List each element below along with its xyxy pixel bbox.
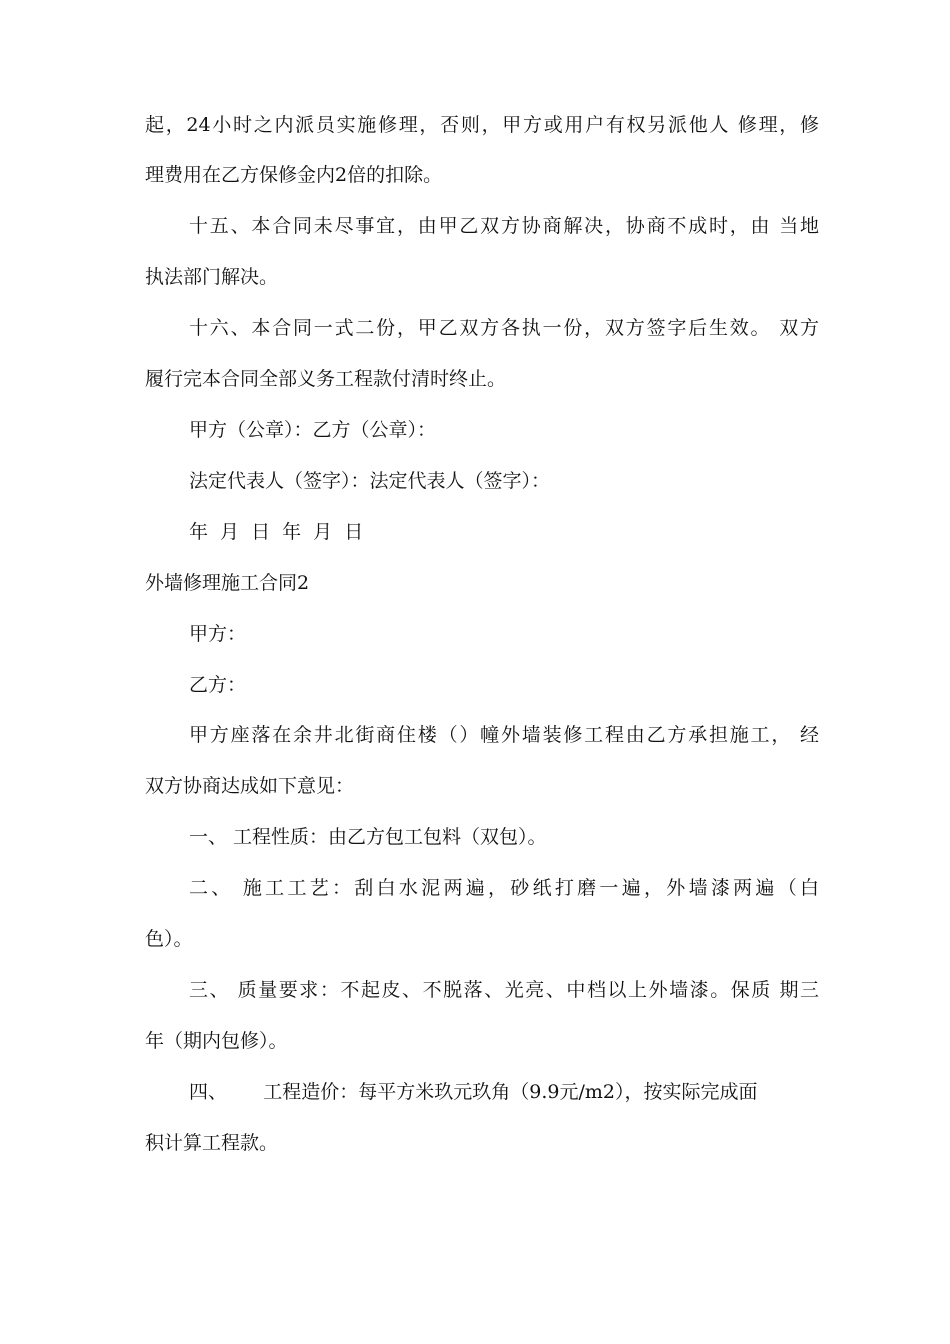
item-4-line-2: 积计算工程款。 bbox=[145, 1132, 279, 1154]
item-4-line-1: 四、 工程造价：每平方米玖元玖角（9.9元/m2），按实际完成面 bbox=[189, 1081, 758, 1103]
preamble-line-2: 双方协商达成如下意见： bbox=[145, 775, 355, 797]
preamble-line-1: 甲方座落在余井北街商住楼（）幢外墙装修工程由乙方承担施工， 经 bbox=[189, 724, 819, 746]
contract-2-title: 外墙修理施工合同2 bbox=[145, 572, 310, 594]
item-3-line-1: 三、 质量要求：不起皮、不脱落、光亮、中档以上外墙漆。保质 期三 bbox=[189, 979, 819, 1001]
seal-line: 甲方（公章）：乙方（公章）： bbox=[189, 419, 437, 441]
clause-14-line-2: 理费用在乙方保修金内2倍的扣除。 bbox=[145, 164, 443, 186]
item-3-line-2: 年（期内包修）。 bbox=[145, 1030, 288, 1052]
clause-15-line-1: 十五、本合同未尽事宜，由甲乙双方协商解决，协商不成时，由 当地 bbox=[189, 215, 819, 237]
clause-16-line-2: 履行完本合同全部义务工程款付清时终止。 bbox=[145, 368, 507, 390]
date-line: 年 月 日 年 月 日 bbox=[189, 521, 364, 543]
clause-15-line-2: 执法部门解决。 bbox=[145, 266, 279, 288]
party-b-label: 乙方： bbox=[189, 674, 247, 696]
item-1-nature: 一、 工程性质：由乙方包工包料（双包）。 bbox=[189, 826, 547, 848]
clause-14-line-1: 起，24小时之内派员实施修理，否则，甲方或用户有权另派他人 修理，修 bbox=[145, 114, 819, 136]
party-a-label: 甲方： bbox=[189, 623, 247, 645]
clause-16-line-1: 十六、本合同一式二份，甲乙双方各执一份，双方签字后生效。 双方 bbox=[189, 317, 819, 339]
signature-line: 法定代表人（签字）：法定代表人（签字）： bbox=[189, 470, 551, 492]
item-2-line-1: 二、 施工工艺：刮白水泥两遍，砂纸打磨一遍，外墙漆两遍（白 bbox=[189, 877, 819, 899]
item-2-line-2: 色）。 bbox=[145, 928, 193, 950]
